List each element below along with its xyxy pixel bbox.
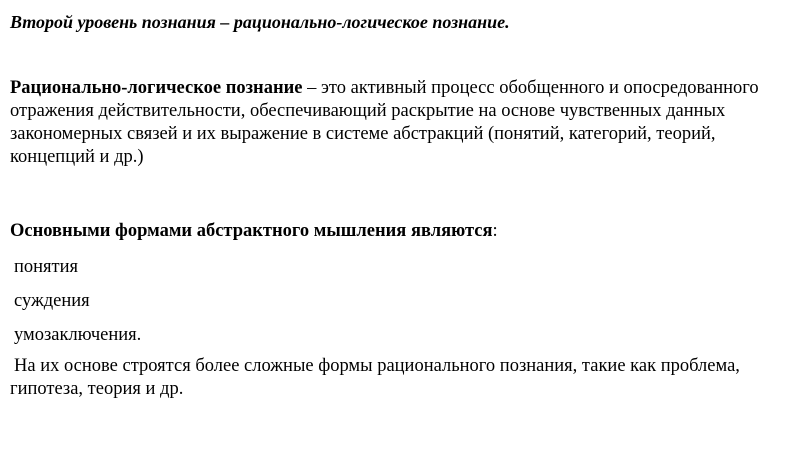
definition-paragraph [10,77,795,169]
definition-term: Рационально-логическое познание [10,78,303,98]
list-item: суждения [14,291,90,311]
slide-heading: Второй уровень познания – рационально-логическое познание. [10,12,510,32]
forms-heading-label: Основными формами абстрактного мышления являются [10,221,493,241]
list-item: понятия [14,257,79,277]
forms-heading-suffix: : [492,221,498,241]
definition-text: – это активный процесс обобщенного и опосредованного отражения действительности, обеспечивающий раскрытие на основе чувственных данных закономерных связей и их выражение в системе абстракций (понятий, категорий, теорий, концепций и др.) [10,78,759,167]
forms-heading [10,219,498,243]
conclusion-paragraph: На их основе строятся более сложные формы рационального познания, такие как проблема, гипотеза, теория и др. [10,356,740,399]
forms-list [10,256,141,358]
list-item: умозаключения. [14,325,142,345]
